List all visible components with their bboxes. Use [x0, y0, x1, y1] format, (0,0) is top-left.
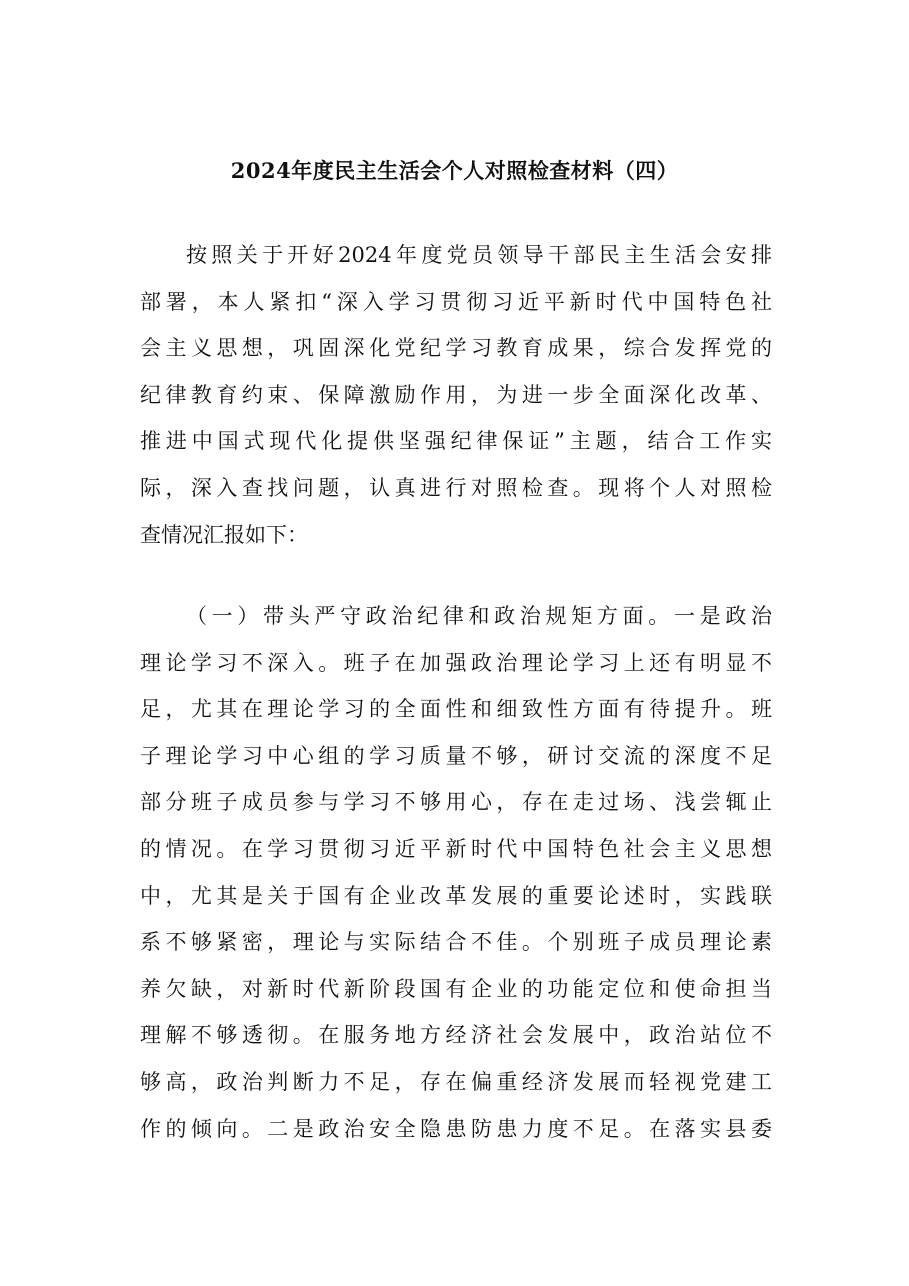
paragraph-line: 够高，政治判断力不足，存在偏重经济发展而轻视党建工	[140, 1069, 772, 1094]
paragraph-line: 理论学习不深入。班子在加强政治理论学习上还有明显不	[140, 650, 772, 675]
paragraph-line	[140, 1152, 772, 1199]
paragraph-line: 纪律教育约束、保障激励作用，为进一步全面深化改革、	[140, 382, 772, 407]
paragraph-line: 理解不够透彻。在服务地方经济社会发展中，政治站位不	[140, 1023, 772, 1048]
paragraph-section-one	[140, 593, 772, 1199]
paragraph-line: 推进中国式现代化提供坚强纪律保证”主题，结合工作实	[140, 429, 772, 454]
paragraph-line: 的情况。在学习贯彻习近平新时代中国特色社会主义思想	[140, 836, 772, 861]
paragraph-line: （一）带头严守政治纪律和政治规矩方面。一是政治	[186, 604, 772, 628]
paragraph-line: 中，尤其是关于国有企业改革发展的重要论述时，实践联	[140, 883, 772, 908]
paragraph-line: 足，尤其在理论学习的全面性和细致性方面有待提升。班	[140, 697, 772, 722]
paragraph-line: 查情况汇报如下：	[140, 522, 308, 547]
paragraph-line: 际，深入查找问题，认真进行对照检查。现将个人对照检	[140, 475, 772, 500]
paragraph-line: 部分班子成员参与学习不够用心，存在走过场、浅尝辄止	[140, 790, 772, 815]
paragraph-intro	[140, 232, 772, 558]
paragraph-line: 子理论学习中心组的学习质量不够，研讨交流的深度不足	[140, 743, 772, 768]
paragraph-line: 养欠缺，对新时代新阶段国有企业的功能定位和使命担当	[140, 976, 772, 1001]
paragraph-line: 作的倾向。二是政治安全隐患防患力度不足。在落实县委	[140, 1116, 772, 1141]
paragraph-line: 部署，本人紧扣“深入学习贯彻习近平新时代中国特色社	[140, 289, 772, 314]
paragraph-line: 会主义思想，巩固深化党纪学习教育成果，综合发挥党的	[140, 336, 772, 361]
document-title: 2024年度民主生活会个人对照检查材料（四）	[230, 158, 679, 183]
paragraph-line: 系不够紧密，理论与实际结合不佳。个别班子成员理论素	[140, 930, 772, 955]
paragraph-line: 按照关于开好2024年度党员领导干部民主生活会安排	[186, 243, 772, 267]
